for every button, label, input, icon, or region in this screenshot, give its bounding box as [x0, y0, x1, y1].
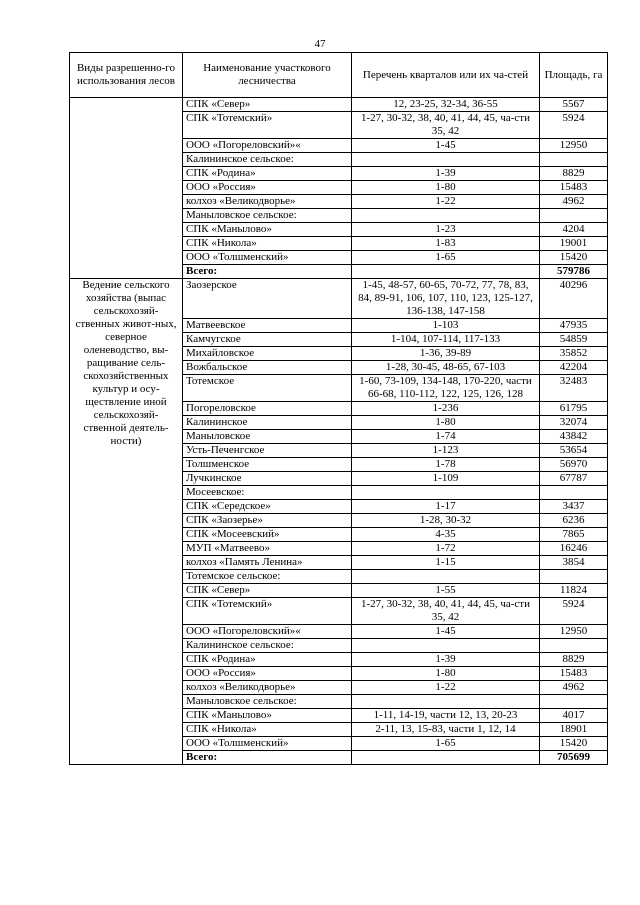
quarters-cell: 1-104, 107-114, 117-133 — [352, 333, 540, 347]
area-cell: 43842 — [540, 430, 608, 444]
area-cell — [540, 209, 608, 223]
forestry-name-cell: ООО «Погореловский»« — [183, 625, 352, 639]
forestry-name-cell: Калининское сельское: — [183, 153, 352, 167]
area-cell: 47935 — [540, 319, 608, 333]
area-cell: 35852 — [540, 347, 608, 361]
forestry-name-cell: Толшменское — [183, 458, 352, 472]
forestry-name-cell: ООО «Толшменский» — [183, 251, 352, 265]
forestry-name-cell: Калининское — [183, 416, 352, 430]
forestry-name-cell: Маныловское сельское: — [183, 695, 352, 709]
forestry-name-cell: Вожбальское — [183, 361, 352, 375]
quarters-cell: 1-11, 14-19, части 12, 13, 20-23 — [352, 709, 540, 723]
area-cell: 15420 — [540, 251, 608, 265]
header-area: Площадь, га — [540, 53, 608, 98]
area-cell: 4017 — [540, 709, 608, 723]
forestry-name-cell: Михайловское — [183, 347, 352, 361]
table-row — [70, 279, 608, 319]
quarters-cell — [352, 486, 540, 500]
area-cell — [540, 570, 608, 584]
area-cell: 4204 — [540, 223, 608, 237]
area-cell: 42204 — [540, 361, 608, 375]
forestry-name-cell: СПК «Мосеевский» — [183, 528, 352, 542]
forestry-name-cell: ООО «Россия» — [183, 181, 352, 195]
area-cell: 53654 — [540, 444, 608, 458]
area-cell: 5924 — [540, 598, 608, 625]
quarters-cell — [352, 639, 540, 653]
quarters-cell: 1-17 — [352, 500, 540, 514]
forestry-name-cell: Мосеевское: — [183, 486, 352, 500]
area-cell: 32074 — [540, 416, 608, 430]
forestry-name-cell: Маныловское — [183, 430, 352, 444]
quarters-cell: 1-72 — [352, 542, 540, 556]
quarters-cell: 1-28, 30-32 — [352, 514, 540, 528]
total-quarters-cell — [352, 751, 540, 765]
area-cell: 54859 — [540, 333, 608, 347]
quarters-cell — [352, 209, 540, 223]
table-body — [70, 98, 608, 765]
area-cell — [540, 153, 608, 167]
use-type-cell: Ведение сельского хозяйства (выпас сельскохозяй-ственных живот-ных, северное оленеводство, вы-ращивание сель-скохозяйственных культур и осу-ществление иной сельскохозяй-ственной деятель-ности) — [70, 279, 183, 765]
header-forestry-name: Наименование участкового лесничества — [183, 53, 352, 98]
forestry-name-cell: СПК «Манылово» — [183, 223, 352, 237]
quarters-cell: 1-39 — [352, 653, 540, 667]
area-cell: 15483 — [540, 667, 608, 681]
forestry-name-cell: колхоз «Память Ленина» — [183, 556, 352, 570]
area-cell — [540, 486, 608, 500]
area-cell: 5567 — [540, 98, 608, 112]
forestry-name-cell: СПК «Заозерье» — [183, 514, 352, 528]
quarters-cell: 1-28, 30-45, 48-65, 67-103 — [352, 361, 540, 375]
quarters-cell: 1-39 — [352, 167, 540, 181]
area-cell: 19001 — [540, 237, 608, 251]
quarters-cell: 1-80 — [352, 181, 540, 195]
quarters-cell: 1-55 — [352, 584, 540, 598]
quarters-cell: 1-74 — [352, 430, 540, 444]
area-cell: 11824 — [540, 584, 608, 598]
area-cell: 6236 — [540, 514, 608, 528]
forestry-name-cell: СПК «Никола» — [183, 237, 352, 251]
quarters-cell: 4-35 — [352, 528, 540, 542]
quarters-cell: 1-23 — [352, 223, 540, 237]
forestry-name-cell: ООО «Толшменский» — [183, 737, 352, 751]
forestry-name-cell: Матвеевское — [183, 319, 352, 333]
forestry-name-cell: Заозерское — [183, 279, 352, 319]
forestry-name-cell: ООО «Россия» — [183, 667, 352, 681]
quarters-cell: 1-65 — [352, 737, 540, 751]
quarters-cell: 1-80 — [352, 416, 540, 430]
forestry-name-cell: СПК «Тотемский» — [183, 598, 352, 625]
quarters-cell: 1-60, 73-109, 134-148, 170-220, части 66-68, 110-112, 122, 125, 126, 128 — [352, 375, 540, 402]
area-cell: 4962 — [540, 195, 608, 209]
forestry-name-cell: СПК «Север» — [183, 98, 352, 112]
forestry-name-cell: колхоз «Великодворье» — [183, 195, 352, 209]
forest-use-table — [69, 52, 608, 765]
forestry-name-cell: СПК «Тотемский» — [183, 112, 352, 139]
use-type-cell — [70, 98, 183, 279]
quarters-cell: 1-27, 30-32, 38, 40, 41, 44, 45, ча-сти 35, 42 — [352, 598, 540, 625]
quarters-cell — [352, 695, 540, 709]
area-cell: 61795 — [540, 402, 608, 416]
area-cell: 15420 — [540, 737, 608, 751]
quarters-cell: 1-45 — [352, 139, 540, 153]
header-quarters: Перечень кварталов или их ча-стей — [352, 53, 540, 98]
quarters-cell: 1-83 — [352, 237, 540, 251]
area-cell: 15483 — [540, 181, 608, 195]
forestry-name-cell: Усть-Печенгское — [183, 444, 352, 458]
area-cell: 8829 — [540, 653, 608, 667]
total-value: 705699 — [540, 751, 608, 765]
quarters-cell: 1-236 — [352, 402, 540, 416]
forestry-name-cell: колхоз «Великодворье» — [183, 681, 352, 695]
forestry-name-cell: СПК «Родина» — [183, 653, 352, 667]
area-cell: 40296 — [540, 279, 608, 319]
quarters-cell — [352, 570, 540, 584]
area-cell: 3854 — [540, 556, 608, 570]
quarters-cell: 1-123 — [352, 444, 540, 458]
quarters-cell: 1-78 — [352, 458, 540, 472]
quarters-cell: 1-15 — [352, 556, 540, 570]
forestry-name-cell: СПК «Никола» — [183, 723, 352, 737]
page-number: 47 — [314, 38, 326, 50]
area-cell: 3437 — [540, 500, 608, 514]
forestry-name-cell: СПК «Середское» — [183, 500, 352, 514]
area-cell: 16246 — [540, 542, 608, 556]
table-row — [70, 98, 608, 112]
forestry-name-cell: ООО «Погореловский»« — [183, 139, 352, 153]
quarters-cell: 1-27, 30-32, 38, 40, 41, 44, 45, ча-сти 35, 42 — [352, 112, 540, 139]
quarters-cell: 2-11, 13, 15-83, части 1, 12, 14 — [352, 723, 540, 737]
area-cell: 56970 — [540, 458, 608, 472]
forestry-name-cell: Маныловское сельское: — [183, 209, 352, 223]
quarters-cell: 1-45, 48-57, 60-65, 70-72, 77, 78, 83, 84, 89-91, 106, 107, 110, 123, 125-127, 136-138, 147-158 — [352, 279, 540, 319]
total-quarters-cell — [352, 265, 540, 279]
forestry-name-cell: Тотемское сельское: — [183, 570, 352, 584]
quarters-cell — [352, 153, 540, 167]
quarters-cell: 1-22 — [352, 195, 540, 209]
forestry-name-cell: СПК «Манылово» — [183, 709, 352, 723]
forestry-name-cell: Калининское сельское: — [183, 639, 352, 653]
forestry-name-cell: Погореловское — [183, 402, 352, 416]
quarters-cell: 1-109 — [352, 472, 540, 486]
quarters-cell: 1-22 — [352, 681, 540, 695]
area-cell: 67787 — [540, 472, 608, 486]
forestry-name-cell: Тотемское — [183, 375, 352, 402]
area-cell — [540, 639, 608, 653]
total-label: Всего: — [183, 751, 352, 765]
table-header-row — [70, 53, 608, 98]
area-cell: 12950 — [540, 139, 608, 153]
header-use-type: Виды разрешенно-го использования лесов — [70, 53, 183, 98]
area-cell: 7865 — [540, 528, 608, 542]
quarters-cell: 1-103 — [352, 319, 540, 333]
quarters-cell: 1-45 — [352, 625, 540, 639]
quarters-cell: 1-65 — [352, 251, 540, 265]
forestry-name-cell: МУП «Матвеево» — [183, 542, 352, 556]
forestry-name-cell: Камчугское — [183, 333, 352, 347]
area-cell: 18901 — [540, 723, 608, 737]
forestry-name-cell: СПК «Родина» — [183, 167, 352, 181]
total-value: 579786 — [540, 265, 608, 279]
area-cell: 4962 — [540, 681, 608, 695]
quarters-cell: 1-36, 39-89 — [352, 347, 540, 361]
area-cell: 32483 — [540, 375, 608, 402]
quarters-cell: 12, 23-25, 32-34, 36-55 — [352, 98, 540, 112]
area-cell: 12950 — [540, 625, 608, 639]
forestry-name-cell: СПК «Север» — [183, 584, 352, 598]
area-cell: 5924 — [540, 112, 608, 139]
total-label: Всего: — [183, 265, 352, 279]
forestry-name-cell: Лучкинское — [183, 472, 352, 486]
area-cell: 8829 — [540, 167, 608, 181]
area-cell — [540, 695, 608, 709]
quarters-cell: 1-80 — [352, 667, 540, 681]
